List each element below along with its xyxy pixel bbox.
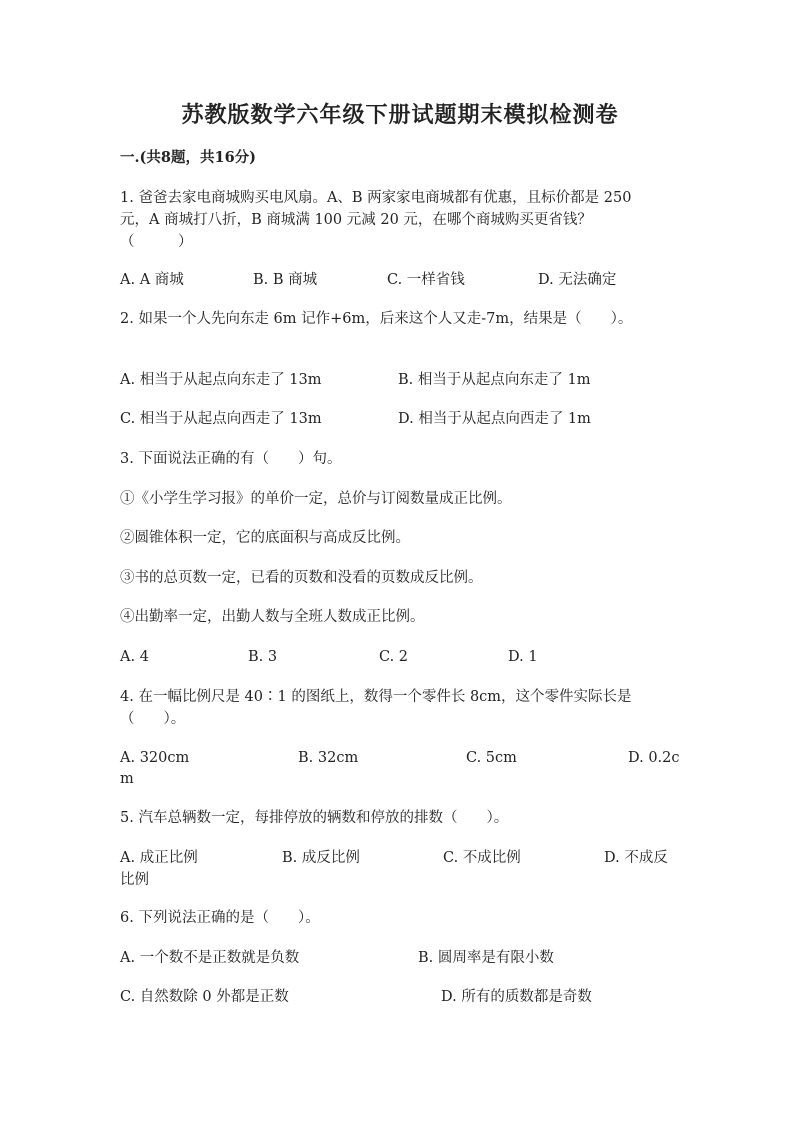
- question-4-option-d-wrap: m: [120, 771, 134, 787]
- page-title: 苏教版数学六年级下册试题期末模拟检测卷: [181, 102, 619, 128]
- question-5-option-d-wrap: 比例: [120, 872, 149, 888]
- question-6-line-1: 6. 下列说法正确的是（ ）。: [120, 910, 320, 926]
- section-heading: 一.(共8题，共16分): [120, 149, 257, 166]
- question-4-option-c: C. 5cm: [466, 750, 517, 766]
- question-3-line-1: 3. 下面说法正确的有（ ）句。: [120, 451, 342, 467]
- question-3-statement-1: ①《小学生学习报》的单价一定，总价与订阅数量成正比例。: [120, 491, 512, 507]
- question-1-option-b: B. B 商城: [253, 272, 318, 288]
- question-5-option-c: C. 不成比例: [443, 850, 521, 866]
- question-3-option-b: B. 3: [248, 649, 278, 665]
- question-4-line-2: （ ）。: [120, 711, 186, 727]
- question-2-line-1: 2. 如果一个人先向东走 6m 记作+6m，后来这个人又走-7m，结果是（ ）。: [120, 311, 633, 327]
- question-5-line-1: 5. 汽车总辆数一定，每排停放的辆数和停放的排数（ ）。: [120, 810, 509, 826]
- question-4-option-a: A. 320cm: [120, 750, 190, 766]
- question-2-option-c: C. 相当于从起点向西走了 13m: [120, 411, 322, 427]
- question-1-line-1: 1. 爸爸去家电商城购买电风扇。A、B 两家家电商城都有优惠，且标价都是 250: [120, 190, 632, 206]
- question-3-option-d: D. 1: [508, 649, 538, 665]
- question-4-line-1: 4. 在一幅比例尺是 40∶1 的图纸上，数得一个零件长 8cm，这个零件实际长是: [120, 689, 632, 705]
- question-5-option-d: D. 不成反: [604, 850, 668, 866]
- question-4-option-b: B. 32cm: [298, 750, 359, 766]
- question-3-statement-3: ③书的总页数一定，已看的页数和没看的页数成反比例。: [120, 570, 483, 586]
- question-1-option-c: C. 一样省钱: [387, 272, 465, 288]
- question-1-line-3: （ ）: [120, 234, 193, 250]
- question-6-option-c: C. 自然数除 0 外都是正数: [120, 989, 289, 1005]
- question-2-option-d: D. 相当于从起点向西走了 1m: [398, 411, 591, 427]
- question-4-option-d: D. 0.2c: [628, 750, 680, 766]
- question-5-option-a: A. 成正比例: [120, 850, 198, 866]
- question-1-option-d: D. 无法确定: [538, 272, 617, 288]
- question-3-option-a: A. 4: [120, 649, 149, 665]
- question-3-option-c: C. 2: [379, 649, 409, 665]
- question-2-option-a: A. 相当于从起点向东走了 13m: [120, 372, 322, 388]
- question-1-line-2: 元，A 商城打八折，B 商城满 100 元减 20 元，在哪个商城购买更省钱？: [120, 212, 592, 228]
- question-3-statement-2: ②圆锥体积一定，它的底面积与高成反比例。: [120, 530, 410, 546]
- question-2-option-b: B. 相当于从起点向东走了 1m: [398, 372, 591, 388]
- question-6-option-b: B. 圆周率是有限小数: [418, 950, 554, 966]
- question-6-option-d: D. 所有的质数都是奇数: [441, 989, 592, 1005]
- question-6-option-a: A. 一个数不是正数就是负数: [120, 950, 300, 966]
- question-3-statement-4: ④出勤率一定，出勤人数与全班人数成正比例。: [120, 609, 425, 625]
- question-1-option-a: A. A 商城: [120, 272, 184, 288]
- question-5-option-b: B. 成反比例: [282, 850, 360, 866]
